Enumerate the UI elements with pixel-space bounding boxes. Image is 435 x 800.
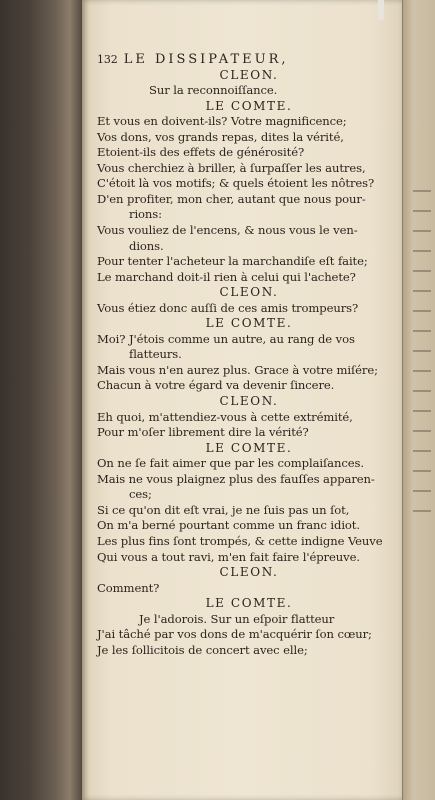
verse-line: Vous étiez donc auſſi de ces amis trompeurs? [97,300,359,315]
running-head [97,52,401,68]
verse-line: Je l'adorois. Sur un eſpoir flatteur [139,611,335,626]
verse-line: Mais vous n'en aurez plus. Grace à votre miſére; [97,362,378,377]
verse-line: Vous vouliez de l'encens, & nous vous le ven- [97,223,358,238]
speaker-label: LE COMTE. [205,596,293,611]
verse-line: Vous cherchiez à briller, à ſurpaſſer les autres, [97,160,366,175]
page-number: 132 [97,53,118,66]
speaker-label: CLEON. [219,67,279,82]
running-title: LE DISSIPATEUR, [123,52,289,67]
verse-line: C'étoit là vos motifs; & quels étoient les nôtres? [97,176,375,191]
paper-tab [378,0,384,20]
verse-continuation: rions: [129,207,162,222]
verse-line: Eh quoi, m'attendiez-vous à cette extrémité, [97,409,353,424]
verse-line: Sur la reconnoiſſance. [149,83,278,98]
verse-continuation: ces; [129,487,152,502]
verse-line: Comment? [97,580,160,595]
verse-line: Si ce qu'on dit eſt vrai, je ne ſuis pas un ſot, [97,502,350,517]
verse-line: Moi? J'étois comme un autre, au rang de vos [97,331,355,346]
verse-line: On m'a berné pourtant comme un franc idiot. [97,518,360,533]
verse-continuation: flatteurs. [129,347,182,362]
speaker-label: CLEON. [219,565,279,580]
verse-line: Le marchand doit-il rien à celui qui l'achete? [97,269,356,284]
verse-line: Je les ſollicitois de concert avec elle; [97,642,308,657]
verse-line: Pour m'oſer librement dire la vérité? [97,425,309,440]
speaker-label: LE COMTE. [205,316,293,331]
page-text [97,52,401,658]
verse-continuation: dions. [129,238,164,253]
speaker-label: LE COMTE. [205,440,293,455]
speaker-label: CLEON. [219,285,279,300]
bleed-through-text [413,190,431,530]
verse-line: Vos dons, vos grands repas, dites la vérité, [97,129,344,144]
verse-line: Chacun à votre égard va devenir ſincere. [97,378,335,393]
speaker-label: LE COMTE. [205,98,293,113]
verse-line: Qui vous a tout ravi, m'en fait faire l'épreuve. [97,549,360,564]
verse-line: Et vous en doivent-ils? Votre magnificence; [97,114,347,129]
verse-line: Mais ne vous plaignez plus des fauſſes apparen- [97,471,375,486]
speaker-label: CLEON. [219,394,279,409]
verse-line: On ne ſe fait aimer que par les complaiſances. [97,456,364,471]
adjacent-page-edge [402,0,435,800]
verse-line: Les plus fins ſont trompés, & cette indigne Veuve [97,533,383,548]
verse-line: J'ai tâché par vos dons de m'acquérir ſon cœur; [97,627,372,642]
verse-line: Etoient-ils des effets de générosité? [97,145,305,160]
verse-line: Pour tenter l'acheteur la marchandiſe eſt faite; [97,254,368,269]
verse-line: D'en profiter, mon cher, autant que nous pour- [97,191,366,206]
